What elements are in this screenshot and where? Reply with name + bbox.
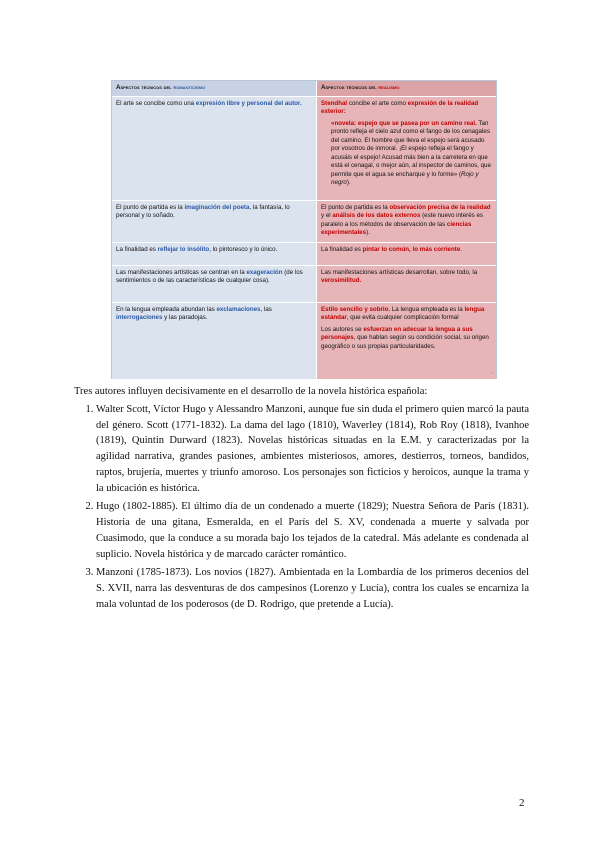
text-run: (este nuevo interés es paralelo a los métodos de observación de las <box>321 212 484 228</box>
body-text <box>74 384 529 616</box>
cell-realismo <box>316 302 496 379</box>
text-run: La finalidad es <box>321 245 363 253</box>
header-realismo <box>316 81 496 96</box>
cell-realismo <box>316 265 496 302</box>
romantic-highlight: imaginación del poeta <box>184 203 250 211</box>
text-run: Las manifestaciones artísticas se centran en la <box>116 268 247 276</box>
romantic-highlight: reflejar lo insólito <box>157 245 210 253</box>
realist-highlight: Estilo sencillo y sobrio. <box>321 305 391 313</box>
cell-realismo <box>316 242 496 265</box>
text-run: , lo pintoresco y lo único. <box>209 245 278 253</box>
realist-highlight: pintar lo común, lo más corriente <box>362 245 461 253</box>
realist-highlight: expresión de la realidad exterior: <box>321 99 479 116</box>
stendhal-quote <box>321 120 492 188</box>
text-run: , que evita cualquier complicación formal <box>346 314 459 322</box>
realist-highlight: lengua estándar <box>321 305 485 322</box>
cell-romanticismo <box>112 265 316 302</box>
header-right-accent: realismo <box>378 84 400 91</box>
table-row <box>112 265 496 302</box>
header-romanticismo <box>112 81 316 96</box>
cell-romanticismo <box>112 96 316 200</box>
text-run: El punto de partida es la <box>116 203 185 211</box>
page-number: 2 <box>519 797 525 809</box>
text-run: La lengua empleada es la <box>390 305 465 313</box>
text-run: y las paradojas. <box>162 314 208 322</box>
authors-list <box>74 402 529 613</box>
list-item: 3. Manzoni (1785-1873). Los novios (1827). Ambientada en la Lombardía de los primeros decenios del S. XVII, narra las desventuras de dos campesinos (Lorenzo y Lucía), contra los cuales se encarniza la mala voluntad de los poderosos (de D. Rodrigo, que pretende a Lucía). <box>96 565 529 612</box>
cell-romanticismo <box>112 302 316 379</box>
text-run: La finalidad es <box>116 245 158 253</box>
header-left-prefix: Aspectos técnicos del <box>116 84 174 91</box>
table-row <box>112 200 496 242</box>
list-item: 1. Walter Scott, Víctor Hugo y Alessandro Manzoni, aunque fue sin duda el primero quien marcó la pauta del género. Scott (1771-1832). La dama del lago (1810), Waverley (1814), Rob Roy (1818), Ivanhoe (1819), Quintin Durward (1823). Novelas históricas situadas en la E.M. y caracterizadas por la agilidad narrativa, grandes pasiones, ambientes misteriosos, amores, destierros, torneos, bandidos, raptos, brujería, muertes y triunfo amoroso. Los personajes son ficticios y heroicos, aunque la trama y la ubicación es histórica. <box>96 402 529 497</box>
intro-paragraph: Tres autores influyen decisivamente en el desarrollo de la novela histórica española: <box>74 386 428 397</box>
romantic-highlight: exclamaciones <box>216 305 261 313</box>
romantic-highlight: exageración <box>246 268 283 276</box>
romantic-highlight: expresión libre y personal del autor. <box>195 99 302 107</box>
table-row <box>112 242 496 265</box>
text-run: . <box>460 245 463 253</box>
cell-romanticismo <box>112 242 316 265</box>
realist-highlight: Stendhal <box>321 99 348 107</box>
realist-highlight: «novela: espejo que se pasea por un camino real. <box>331 119 477 127</box>
realist-highlight: verosimilitud. <box>321 277 362 285</box>
text-run: Las manifestaciones artísticas desarrollan, sobre todo, la <box>321 268 478 276</box>
corner-mark: ⌟ <box>490 369 493 376</box>
header-right-prefix: Aspectos técnicos del <box>321 84 379 91</box>
cell-realismo <box>316 96 496 200</box>
text-run: El punto de partida es la <box>321 203 390 211</box>
list-item: 2. Hugo (1802-1885). El último día de un condenado a muerte (1829); Nuestra Señora de París (1831). Historia de una gitana, Esmeralda, en el París del S. XV, condenada a muerte y salvada por Cuasimodo, que la conduce a su morada bajo los tejados de la catedral. Más adelante es condenada al suplicio. Novela histórica y de marcado carácter romántico. <box>96 499 529 562</box>
text-run: , la fantasía, lo personal y lo soñado. <box>116 203 290 220</box>
realist-highlight: ciencias experimentales <box>321 220 472 237</box>
text-run: (de los sentimientos o de las características de cualquier cosa). <box>116 268 303 285</box>
text-run: Tan pronto refleja el cielo azul como el fango de los cenagales del camino. El hombre que lleva el espejo será acusado por vosotros de inmoral. ¡El espejo refleja el fango y acusáis el espejo! Acusad más bien a la carretera en que está el cenagal, o mejor aún, al inspector de caminos, que permite que el agua se encharque y lo forme» ( <box>331 119 491 178</box>
text-run: ). <box>346 179 351 187</box>
realist-highlight: observación precisa de la realidad <box>389 203 491 211</box>
text-run: , las <box>260 305 272 313</box>
romantic-highlight: interrogaciones <box>116 314 163 322</box>
text-run: Los autores se <box>321 325 364 333</box>
text-run: , que hablan según su condición social, su origen geográfico o sus propias particularidades. <box>321 334 489 350</box>
comparison-table <box>111 80 497 379</box>
table-header-row <box>112 81 496 96</box>
text-run: y el <box>321 212 333 220</box>
text-run: En la lengua empleada abundan las <box>116 305 217 313</box>
table-row <box>112 302 496 379</box>
text-run: ). <box>366 229 370 237</box>
table-row <box>112 96 496 200</box>
header-left-accent: romanticismo <box>173 84 206 91</box>
italic-title: Rojo y negro <box>331 170 479 187</box>
realist-highlight: esfuerzan en adecuar la lengua a sus personajes <box>321 325 473 342</box>
cell-romanticismo <box>112 200 316 242</box>
cell-realismo <box>316 200 496 242</box>
text-run: concibe el arte como <box>347 99 408 107</box>
realist-highlight: análisis de los datos externos <box>332 212 421 220</box>
text-run: El arte se concibe como una <box>116 99 196 107</box>
